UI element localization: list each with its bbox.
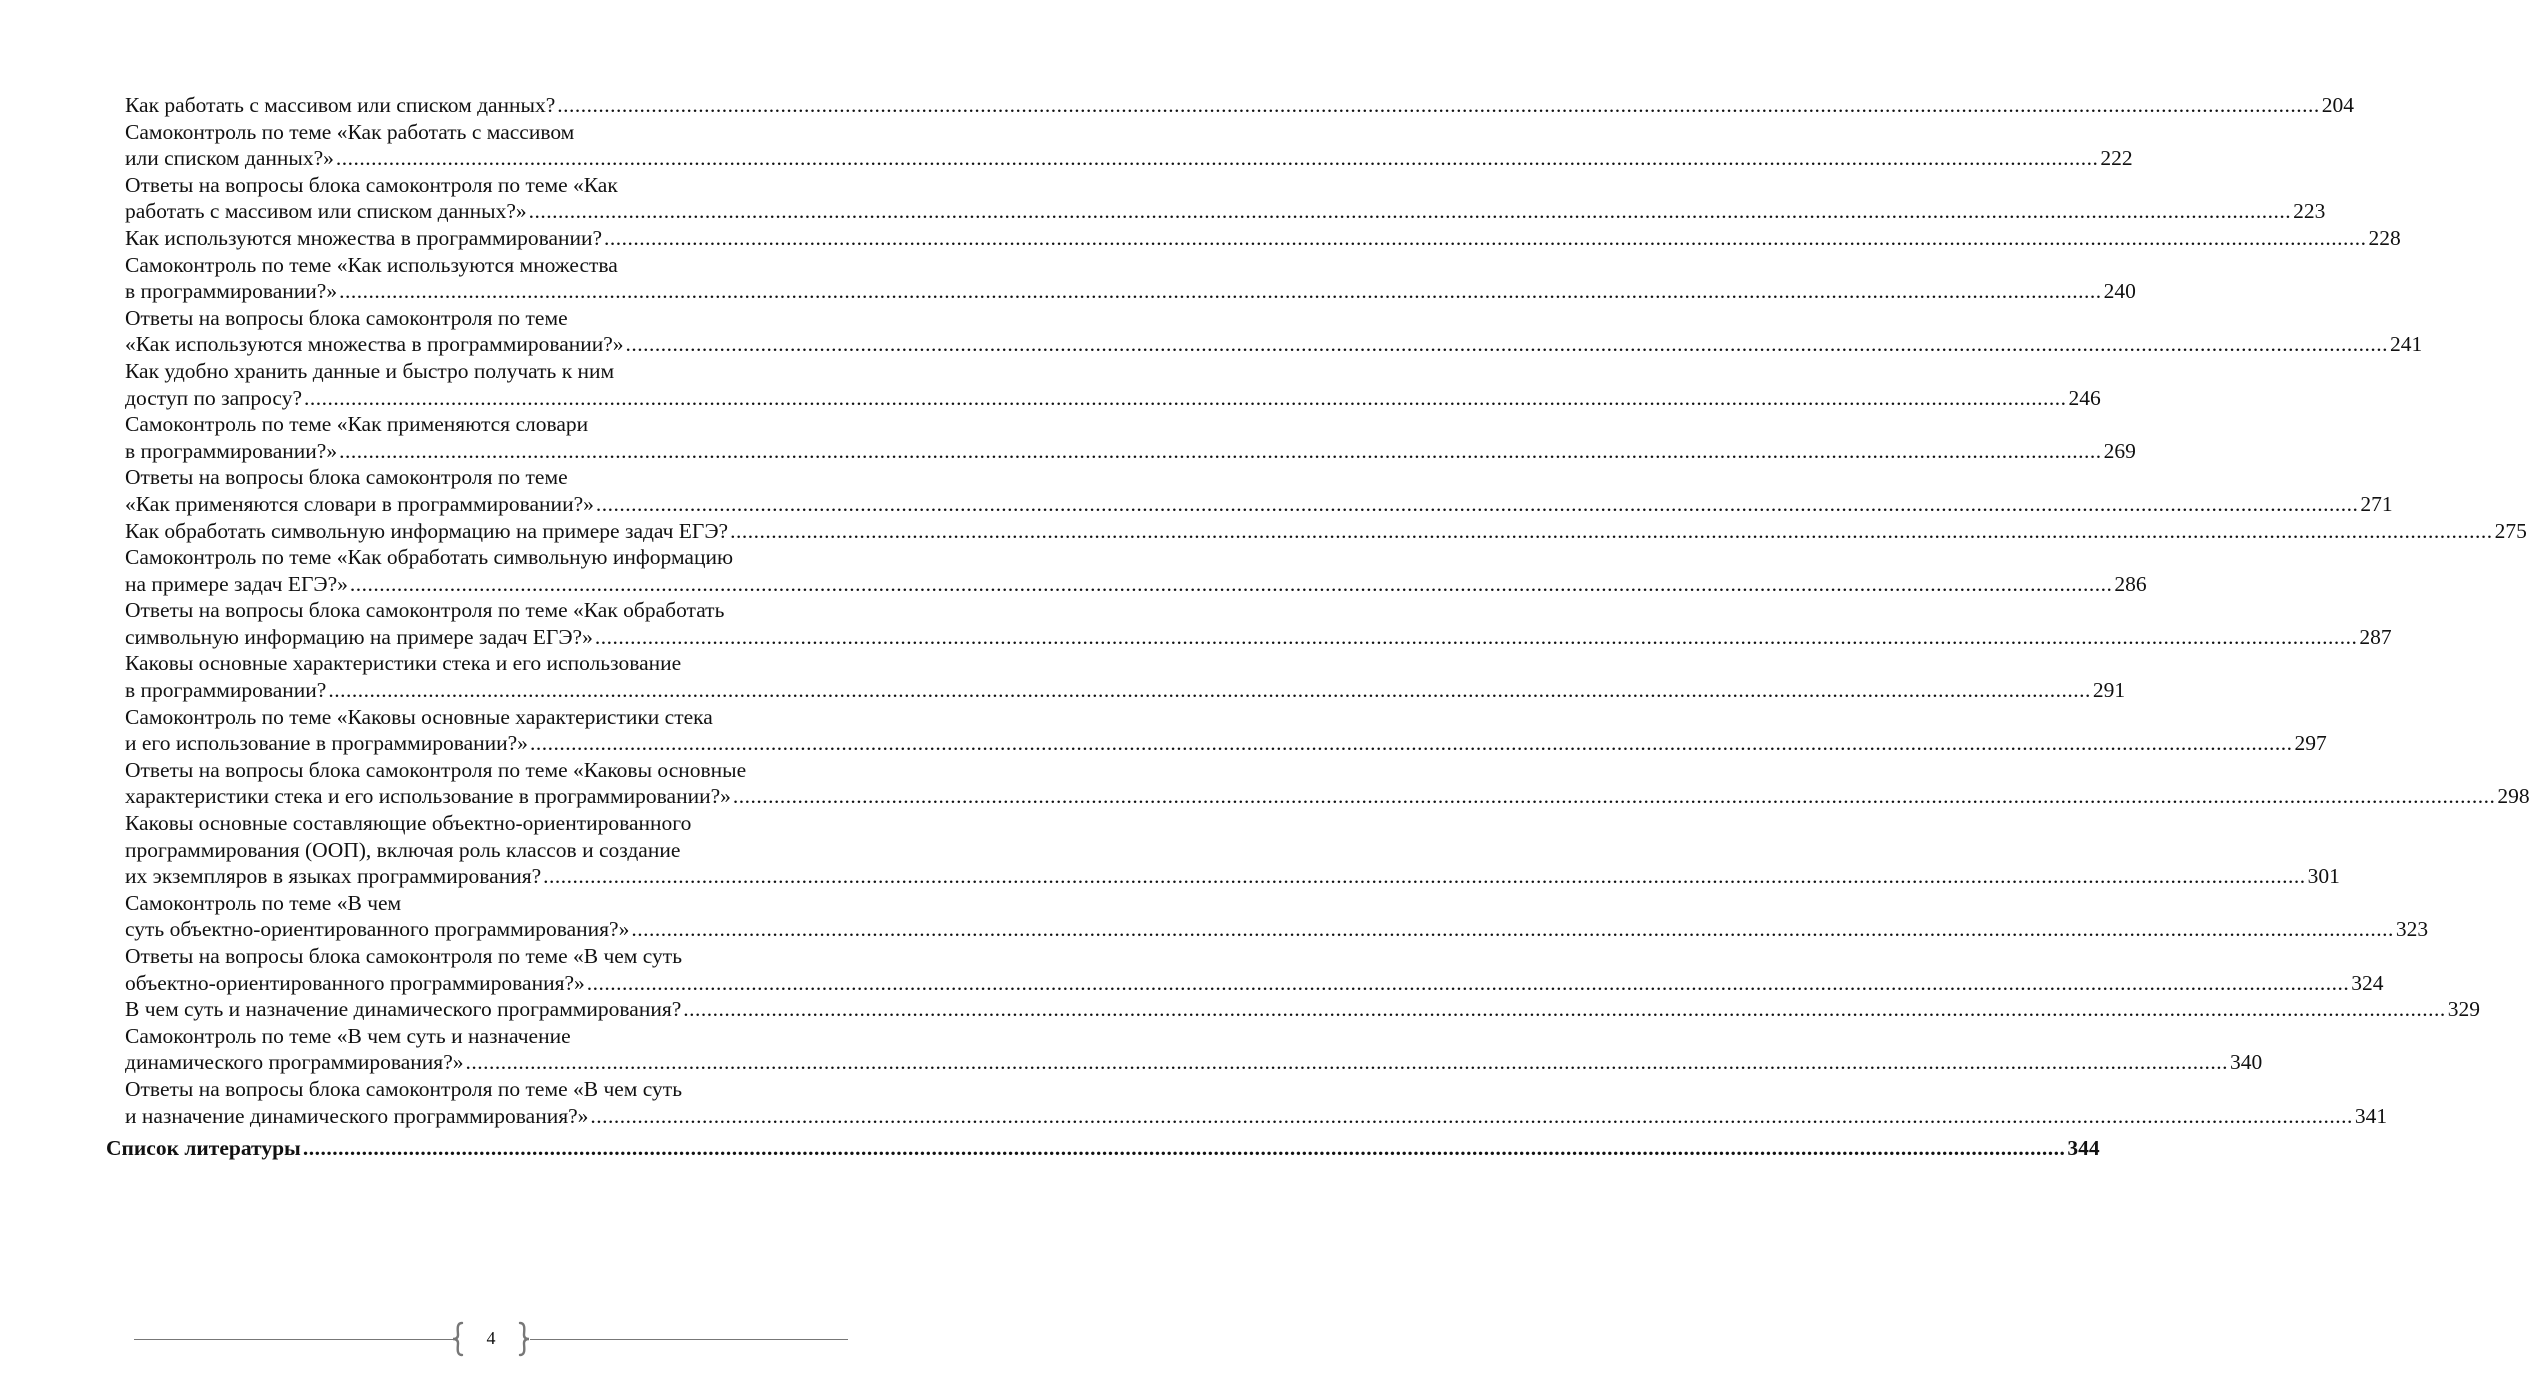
toc-entry-last-line (125, 730, 2327, 757)
toc-entry-last-line (125, 278, 2136, 305)
toc-entry[interactable] (106, 92, 2355, 119)
dot-leader: ............................................................................................................................................................................................................................................................................................................ (732, 784, 2496, 809)
toc-entry[interactable] (106, 358, 2101, 411)
toc-entry[interactable] (106, 810, 2340, 890)
toc-entry-title-line: «Как используются множества в программировании?» (125, 332, 624, 357)
toc-entry[interactable] (106, 172, 2326, 225)
toc-entry[interactable] (106, 518, 2527, 545)
toc-entry-title-line: Ответы на вопросы блока самоконтроля по теме «Каковы основные (125, 757, 747, 782)
dot-leader: ............................................................................................................................................................................................................................................................................................................ (604, 225, 2367, 250)
toc-entry[interactable] (106, 252, 2136, 305)
toc-entry-title-line: работать с массивом или списком данных?» (125, 199, 527, 224)
table-of-contents (106, 92, 2530, 1162)
toc-entry[interactable] (106, 544, 2147, 597)
toc-entry-title-line: в программировании?» (125, 279, 338, 304)
dot-leader: ............................................................................................................................................................................................................................................................................................................ (529, 731, 2293, 756)
toc-entry-title-line: Ответы на вопросы блока самоконтроля по теме «Как (125, 172, 618, 197)
toc-entry-last-line (125, 92, 2355, 119)
dot-leader: ............................................................................................................................................................................................................................................................................................................ (465, 1050, 2228, 1075)
toc-entry-title-line: Как работать с массивом или списком данных? (125, 93, 556, 117)
toc-entry-last-line (125, 863, 2340, 890)
toc-entry-title-line: Список литературы (106, 1136, 301, 1161)
toc-entry-last-line (125, 571, 2147, 598)
toc-entry-last-line (125, 518, 2527, 545)
toc-chapter-entry[interactable] (106, 1135, 2100, 1162)
dot-leader: ............................................................................................................................................................................................................................................................................................................ (594, 624, 2358, 649)
toc-entry-title-line: Как обработать символьную информацию на примере задач ЕГЭ? (125, 518, 729, 543)
toc-entry-title-line: доступ по запросу? (125, 385, 302, 410)
toc-entry[interactable] (106, 305, 2423, 358)
footer-rule-right (530, 1339, 848, 1340)
toc-entry-title-line: и назначение динамического программирования?» (125, 1103, 589, 1128)
toc-entry-last-line (125, 225, 2401, 252)
toc-page-number: 324 (2351, 970, 2384, 995)
toc-page-number: 240 (2103, 279, 2136, 304)
toc-entry-title-line: динамического программирования?» (125, 1050, 464, 1075)
footer-rule-left (134, 1339, 454, 1340)
toc-entry-title-line: в программировании?» (125, 438, 338, 463)
dot-leader: ............................................................................................................................................................................................................................................................................................................ (730, 518, 2493, 543)
toc-page-number: 344 (2067, 1136, 2100, 1161)
toc-entry-last-line (125, 198, 2326, 225)
dot-leader: ............................................................................................................................................................................................................................................................................................................ (339, 438, 2102, 463)
toc-entry-title-line: и его использование в программировании?» (125, 731, 528, 756)
toc-entry[interactable] (106, 119, 2133, 172)
dot-leader: ............................................................................................................................................................................................................................................................................................................ (335, 146, 2099, 171)
toc-entry-last-line (125, 677, 2126, 704)
toc-page-number: 291 (2092, 678, 2126, 703)
toc-entry-title-line: на примере задач ЕГЭ?» (125, 571, 348, 596)
toc-entry-title-line: Самоконтроль по теме «Как используются множества (125, 252, 618, 277)
toc-entry-title-line: Каковы основные составляющие объектно-ориентированного (125, 811, 692, 836)
dot-leader: ............................................................................................................................................................................................................................................................................................................ (304, 385, 2067, 410)
toc-page-number: 323 (2395, 917, 2429, 942)
toc-page-number: 246 (2068, 385, 2101, 410)
toc-entry[interactable] (106, 943, 2384, 996)
toc-entry-title-line: Самоконтроль по теме «В чем суть и назначение (125, 1023, 571, 1048)
toc-page-number: 223 (2293, 199, 2326, 224)
dot-leader: ............................................................................................................................................................................................................................................................................................................ (586, 970, 2350, 995)
dot-leader: ............................................................................................................................................................................................................................................................................................................ (557, 93, 2320, 117)
toc-entry[interactable] (106, 1023, 2263, 1076)
dot-leader: ............................................................................................................................................................................................................................................................................................................ (328, 678, 2091, 703)
toc-entry-title-line: Самоконтроль по теме «Как применяются словари (125, 412, 589, 437)
toc-entry-title-line: программирования (ООП), включая роль классов и создание (125, 837, 681, 862)
dot-leader: ............................................................................................................................................................................................................................................................................................................ (528, 199, 2292, 224)
toc-entry-last-line (125, 996, 2481, 1023)
page-number: 4 (486, 1328, 496, 1348)
toc-entry-title-line: Как используются множества в программировании? (125, 225, 603, 250)
toc-entry-last-line (125, 145, 2133, 172)
toc-entry[interactable] (106, 225, 2401, 252)
toc-entry[interactable] (106, 464, 2393, 517)
toc-page-number: 301 (2307, 864, 2340, 889)
toc-entry[interactable] (106, 597, 2392, 650)
toc-entry[interactable] (106, 890, 2429, 943)
toc-entry-title-line: объектно-ориентированного программирования?» (125, 970, 585, 995)
toc-entry-title-line: Самоконтроль по теме «В чем (125, 890, 402, 915)
toc-entry-title-line: В чем суть и назначение динамического программирования? (125, 997, 682, 1022)
dot-leader: ............................................................................................................................................................................................................................................................................................................ (683, 997, 2446, 1022)
right-curly-bracket-icon (518, 1322, 530, 1356)
toc-entry[interactable] (106, 704, 2327, 757)
toc-entry-last-line (125, 970, 2384, 997)
toc-entry-title-line: Ответы на вопросы блока самоконтроля по теме «В чем суть (125, 944, 682, 968)
dot-leader: ............................................................................................................................................................................................................................................................................................................ (590, 1103, 2353, 1128)
toc-page-number: 297 (2294, 731, 2327, 756)
toc-entry-title-line: Самоконтроль по теме «Каковы основные характеристики стека (125, 704, 713, 729)
toc-page-number: 298 (2497, 784, 2530, 809)
toc-entry-title-line: Каковы основные характеристики стека и его использование (125, 651, 682, 676)
toc-page-number: 340 (2230, 1050, 2263, 1075)
toc-entry-title-line: Ответы на вопросы блока самоконтроля по теме «Как обработать (125, 598, 725, 623)
toc-entry-last-line (125, 385, 2101, 412)
toc-page-number: 204 (2321, 93, 2355, 117)
toc-entry-title-line: Ответы на вопросы блока самоконтроля по теме «В чем суть (125, 1076, 682, 1101)
toc-page-number: 286 (2114, 571, 2147, 596)
toc-entry[interactable] (106, 411, 2136, 464)
toc-page-number: 275 (2494, 518, 2527, 543)
dot-leader: ............................................................................................................................................................................................................................................................................................................ (302, 1136, 2066, 1161)
toc-entry[interactable] (106, 1076, 2388, 1129)
toc-entry-title-line: или списком данных?» (125, 146, 334, 171)
toc-page-number: 228 (2368, 225, 2401, 250)
toc-page-number: 222 (2100, 146, 2133, 171)
toc-entry-last-line (125, 331, 2423, 358)
toc-entry-title-line: символьную информацию на примере задач ЕГЭ?» (125, 624, 593, 649)
toc-entry-last-line (125, 783, 2530, 810)
toc-entry-title-line: «Как применяются словари в программировании?» (125, 491, 594, 516)
toc-page-number: 269 (2103, 438, 2136, 463)
toc-entry-last-line (125, 1103, 2388, 1130)
toc-entry-title-line: их экземпляров в языках программирования? (125, 864, 542, 889)
toc-entry[interactable] (106, 650, 2126, 703)
dot-leader: ............................................................................................................................................................................................................................................................................................................ (631, 917, 2394, 942)
dot-leader: ............................................................................................................................................................................................................................................................................................................ (543, 864, 2306, 889)
toc-page-number: 271 (2360, 491, 2393, 516)
toc-page-number: 241 (2390, 332, 2423, 357)
dot-leader: ............................................................................................................................................................................................................................................................................................................ (625, 332, 2389, 357)
toc-entry-last-line (125, 491, 2393, 518)
dot-leader: ............................................................................................................................................................................................................................................................................................................ (339, 279, 2102, 304)
toc-entry-title-line: в программировании? (125, 678, 327, 703)
toc-entry-title-line: Ответы на вопросы блока самоконтроля по теме (125, 305, 568, 330)
toc-entry-title-line: Самоконтроль по теме «Как обработать символьную информацию (125, 545, 734, 570)
toc-entry-last-line (125, 624, 2392, 651)
dot-leader: ............................................................................................................................................................................................................................................................................................................ (349, 571, 2113, 596)
toc-entry-last-line (125, 916, 2429, 943)
toc-entry-last-line (106, 1135, 2100, 1162)
toc-entry-title-line: Как удобно хранить данные и быстро получать к ним (125, 358, 615, 383)
toc-entry-last-line (125, 1049, 2263, 1076)
page-footer (134, 1320, 848, 1360)
toc-page-number: 341 (2354, 1103, 2388, 1128)
toc-page-number: 329 (2447, 997, 2481, 1022)
toc-entry[interactable] (106, 996, 2481, 1023)
toc-page-number: 287 (2359, 624, 2392, 649)
left-curly-bracket-icon (452, 1322, 464, 1356)
toc-entry-title-line: Ответы на вопросы блока самоконтроля по теме (125, 465, 568, 490)
toc-entry[interactable] (106, 757, 2530, 810)
toc-entry-title-line: Самоконтроль по теме «Как работать с массивом (125, 119, 575, 144)
toc-entry-title-line: характеристики стека и его использование в программировании?» (125, 784, 731, 809)
dot-leader: ............................................................................................................................................................................................................................................................................................................ (595, 491, 2359, 516)
toc-entry-title-line: суть объектно-ориентированного программирования?» (125, 917, 630, 942)
toc-entry-last-line (125, 438, 2136, 465)
